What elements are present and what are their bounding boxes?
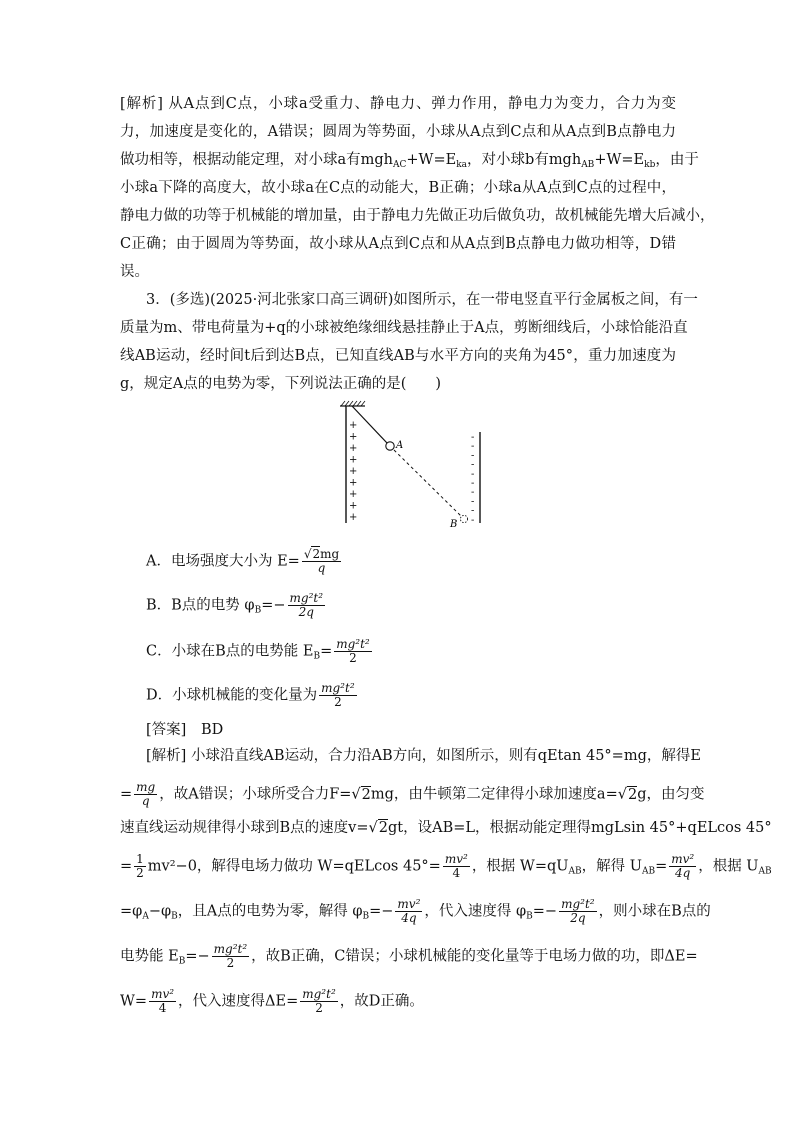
left-plate-charges	[349, 420, 357, 523]
question-line-2: 质量为m、带电荷量为+q的小球被绝缘细线悬挂静止于A点，剪断细线后，小球恰能沿直	[120, 320, 688, 336]
answer-label: [答案]	[146, 722, 187, 738]
question-line-4: g，规定A点的电势为零，下列说法正确的是( )	[120, 376, 442, 392]
answer	[146, 718, 223, 739]
prev-analysis-line-2: 力，加速度是变化的，A错误；圆周为等势面，小球从A点到C点和从A点到B点静电力	[120, 124, 676, 140]
right-charge-4: -	[471, 468, 475, 480]
left-charge-4: +	[349, 466, 358, 477]
option-c[interactable]: C．小球在B点的电势能 $E_B=$ $\frac{\text{mg²t²}}{2}$	[146, 637, 370, 665]
prev-analysis-line-1	[120, 94, 676, 114]
option-d[interactable]: D．小球机械能的变化量为 $\frac{\text{mg²t²}}{2}$	[146, 681, 355, 709]
analysis-label: [解析]	[146, 748, 187, 764]
parallel-plates-figure	[330, 396, 500, 532]
analysis-line-4: = $\frac{1}{2}$ mv²−0，解得电场力做功 W=qELcos 45°= $\frac{\text{mv²}}{4}$ ，根据 $W=qU_{AB}$，解得 $U_{AB}=$ $\frac{\text{mv²}}{4q}$ ，根据 $U_{AB}$	[120, 852, 772, 880]
prev-analysis-line-7: 误。	[120, 264, 149, 280]
question-line-1: 3．(多选)(2025·河北张家口高三调研)如图所示，在一带电竖直平行金属板之间，有一	[146, 292, 698, 308]
right-charge-0: -	[471, 432, 475, 443]
option-b[interactable]: B．B点的电势 $\varphi_B=-$ $\frac{\text{mg²t²}}{2q}$	[146, 591, 324, 619]
right-charge-3: -	[471, 459, 475, 471]
point-b-label: B	[450, 519, 458, 530]
prev-analysis-label: [解析]	[120, 96, 163, 112]
question-line-3: 线AB运动，经时间t后到达B点，已知直线AB与水平方向的夹角为45°，重力加速度为	[120, 348, 676, 364]
analysis-line-3: 速直线运动规律得小球到B点的速度v=√2gt，设AB=L，根据动能定理得mgLsin 45°+qELcos 45°	[120, 820, 772, 836]
option-a[interactable]: A．电场强度大小为 E= $\frac{√2mg}{q}$	[146, 547, 340, 575]
path-ab	[394, 450, 462, 517]
left-charge-0: +	[349, 420, 358, 431]
point-a-label: A	[396, 440, 404, 451]
left-charge-3: +	[349, 454, 358, 466]
right-charge-2: -	[471, 450, 475, 462]
left-charge-2: +	[349, 443, 358, 454]
right-charge-6: -	[471, 487, 475, 499]
prev-analysis-line-4: 小球a下降的高度大，故小球a在C点的动能大，B正确；小球a从A点到C点的过程中，	[120, 180, 676, 196]
right-plate-charges	[471, 432, 474, 526]
right-charge-9: -	[471, 514, 475, 526]
left-charge-1: +	[349, 431, 358, 443]
analysis-line-6: 电势能 $E_B=-$ $\frac{\text{mg²t²}}{2}$ ，故B正确，C错误；小球机械能的变化量等于电场力做的功，即ΔE=	[120, 942, 698, 970]
left-charge-8: +	[349, 512, 358, 523]
right-charge-5: -	[471, 478, 475, 489]
right-charge-8: -	[471, 505, 475, 517]
right-charge-7: -	[471, 496, 475, 508]
right-charge-1: -	[471, 441, 475, 453]
ball-b	[460, 515, 467, 522]
analysis-line-5: $=\varphi_A-\varphi_B$，且A点的电势为零，解得 $\varphi_B=-$ $\frac{\text{mv²}}{4q}$ ，代入速度得 $\varphi_B=-$ $\frac{\text{mg²t²}}{2q}$ ，则小球在B点的	[120, 897, 711, 925]
prev-analysis-line-6: C正确；由于圆周为等势面，故小球从A点到C点和从A点到B点静电力做功相等，D错	[120, 236, 676, 252]
analysis-line-2: = $\frac{mg}{q}$ ，故A错误；小球所受合力F=√2mg，由牛顿第二定律得小球加速度a=√2g，由匀变	[120, 780, 705, 808]
prev-analysis-line-5: 静电力做的功等于机械能的增加量，由于静电力先做正功后做负功，故机械能先增大后减小，	[120, 208, 715, 224]
left-charge-7: +	[349, 500, 358, 512]
left-charge-6: +	[349, 489, 358, 500]
left-charge-5: +	[349, 477, 358, 489]
analysis-line-7: W= $\frac{\text{mv²}}{4}$ ，代入速度得ΔE= $\frac{\text{mg²t²}}{2}$ ，故D正确。	[120, 987, 424, 1015]
analysis-line-1: [解析] 小球沿直线AB运动，合力沿AB方向，如图所示，则有qEtan 45°=mg，解得E	[146, 748, 701, 764]
ball-a	[386, 442, 394, 450]
prev-analysis-line-3: 做功相等，根据动能定理，对小球a有$mgh_{AC}+W=E_{ka}$，对小球b有$mgh_{AB}+W=E_{kb}$，由于	[120, 152, 699, 170]
prev-analysis-text: 从A点到C点，小球a受重力、静电力、弹力作用，静电力为变力，合力为变	[168, 96, 676, 112]
answer-value: BD	[200, 722, 224, 738]
